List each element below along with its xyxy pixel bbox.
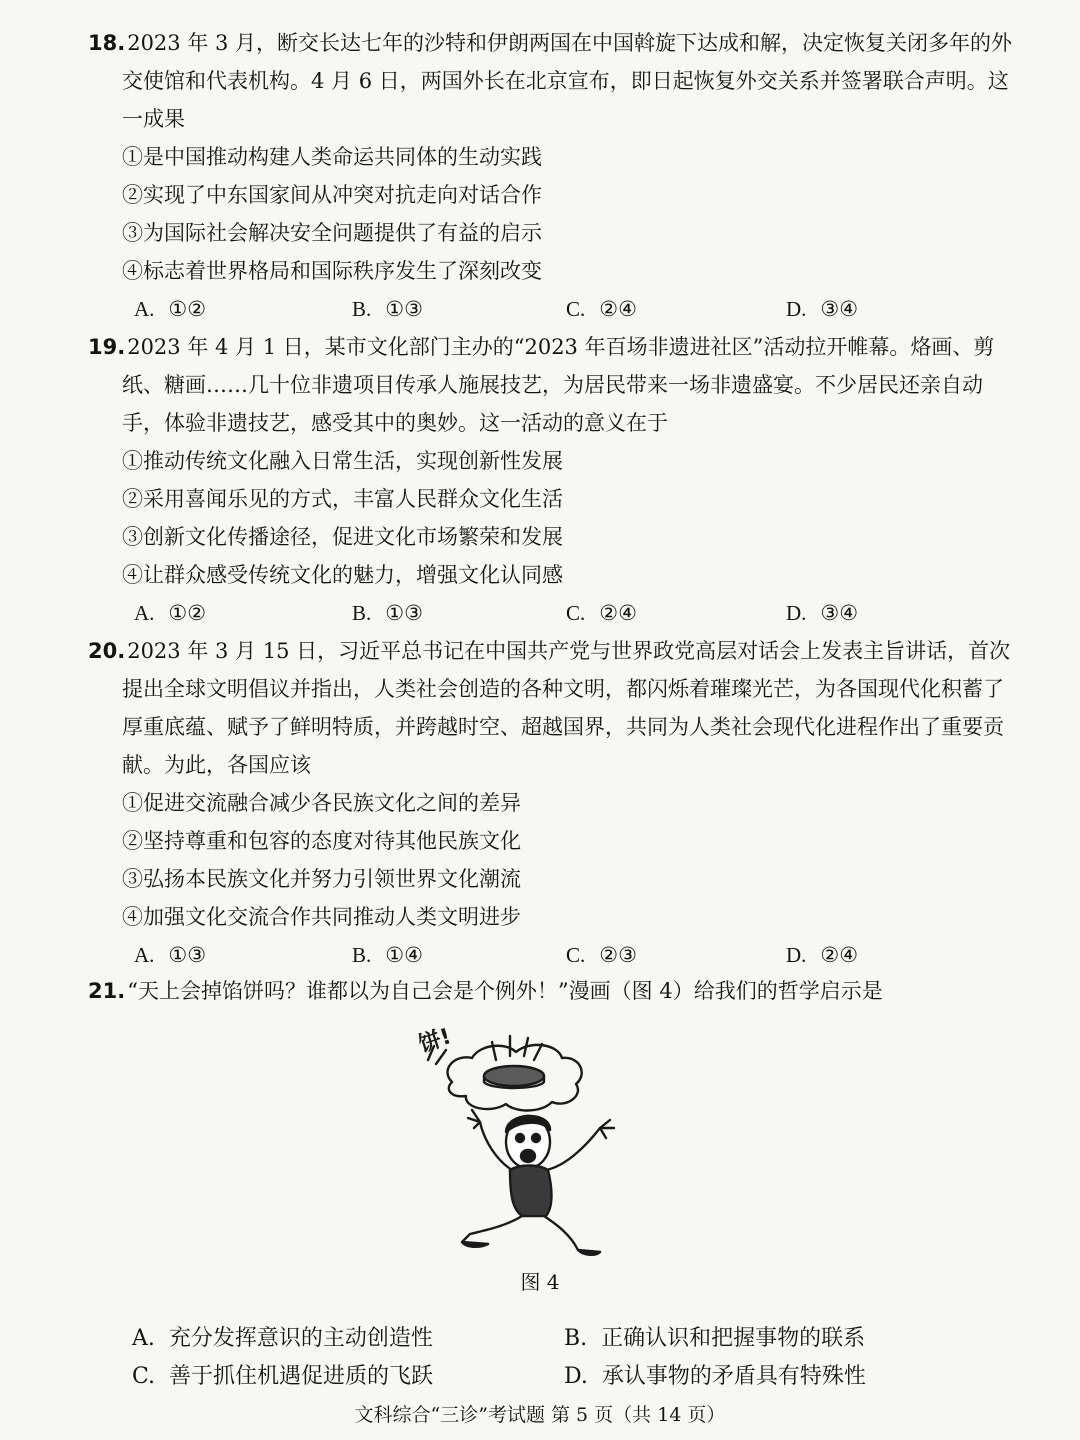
answer-choices (134, 594, 1018, 632)
question-text: 2023 年 3 月，断交长达七年的沙特和伊朗两国在中国斡旋下达成和解，决定恢复关闭多年的外交使馆和代表机构。4 月 6 日，两国外长在北京宣布，即日起恢复外交关系并签署联合声明。这一成果 (122, 31, 1013, 131)
question-number: 21. (88, 979, 126, 1003)
figure-caption: 图 4 (520, 1270, 560, 1294)
question-18 (88, 24, 1018, 328)
q21-choice-b[interactable]: B. 正确认识和把握事物的联系 (564, 1326, 866, 1351)
question-stem (88, 972, 1018, 1010)
question-text: 2023 年 4 月 1 日，某市文化部门主办的“2023 年百场非遗进社区”活动拉开帷幕。烙画、剪纸、糖画……几十位非遗项目传承人施展技艺，为居民带来一场非遗盛宴。不少居民还亲自动手，体验非遗技艺，感受其中的奥妙。这一活动的意义在于 (122, 335, 995, 435)
answer-choices (134, 290, 1018, 328)
question-19 (88, 328, 1018, 632)
page-footer: 文科综合“三诊”考试题 第 5 页（共 14 页） (354, 1404, 726, 1426)
choice-d[interactable]: D. ③④ (786, 601, 859, 625)
pie-icon (484, 1066, 544, 1086)
answer-choices (134, 936, 1018, 974)
statement-4: ④让群众感受传统文化的魅力，增强文化认同感 (122, 563, 563, 587)
bubble-text: 饼! (416, 1024, 455, 1058)
question-stem (88, 632, 1018, 784)
choice-c[interactable]: C. ②④ (566, 297, 637, 321)
statement-4: ④标志着世界格局和国际秩序发生了深刻改变 (122, 259, 542, 283)
statement-3: ③为国际社会解决安全问题提供了有益的启示 (122, 221, 542, 245)
q21-choice-d[interactable]: D. 承认事物的矛盾具有特殊性 (564, 1364, 866, 1389)
statement-1: ①促进交流融合减少各民族文化之间的差异 (122, 791, 521, 815)
question-stem (88, 328, 1018, 442)
choice-d[interactable]: D. ③④ (786, 297, 859, 321)
person-body (510, 1166, 552, 1217)
choice-a[interactable]: A. ①③ (134, 943, 207, 967)
q21-choice-c[interactable]: C. 善于抓住机遇促进质的飞跃 (132, 1364, 434, 1389)
statement-3: ③创新文化传播途径，促进文化市场繁荣和发展 (122, 525, 563, 549)
choice-c[interactable]: C. ②③ (566, 943, 637, 967)
choice-d[interactable]: D. ②④ (786, 943, 859, 967)
question-20 (88, 632, 1018, 974)
question-number: 20. (88, 639, 126, 663)
cartoon-figure (410, 1020, 670, 1260)
choice-b[interactable]: B. ①③ (352, 297, 423, 321)
choice-c[interactable]: C. ②④ (566, 601, 637, 625)
question-stem (88, 24, 1018, 138)
statement-3: ③弘扬本民族文化并努力引领世界文化潮流 (122, 867, 521, 891)
statement-1: ①是中国推动构建人类命运共同体的生动实践 (122, 145, 542, 169)
statement-2: ②采用喜闻乐见的方式，丰富人民群众文化生活 (122, 487, 563, 511)
statement-2: ②实现了中东国家间从冲突对抗走向对话合作 (122, 183, 542, 207)
question-text: 2023 年 3 月 15 日，习近平总书记在中国共产党与世界政党高层对话会上发表主旨讲话，首次提出全球文明倡议并指出，人类社会创造的各种文明，都闪烁着璀璨光芒，为各国现代化积蓄了厚重底蕴、赋予了鲜明特质，并跨越时空、超越国界，共同为人类社会现代化进程作出了重要贡献。为此，各国应该 (122, 639, 1011, 777)
choice-a[interactable]: A. ①② (134, 297, 207, 321)
choice-a[interactable]: A. ①② (134, 601, 207, 625)
statement-4: ④加强文化交流合作共同推动人类文明进步 (122, 905, 521, 929)
question-text: “天上会掉馅饼吗？谁都以为自己会是个例外！”漫画（图 4）给我们的哲学启示是 (127, 979, 883, 1003)
statement-2: ②坚持尊重和包容的态度对待其他民族文化 (122, 829, 521, 853)
choice-b[interactable]: B. ①④ (352, 943, 423, 967)
question-number: 19. (88, 335, 126, 359)
choice-b[interactable]: B. ①③ (352, 601, 423, 625)
question-number: 18. (88, 31, 126, 55)
statement-1: ①推动传统文化融入日常生活，实现创新性发展 (122, 449, 563, 473)
question-21 (88, 972, 1018, 1010)
q21-choice-a[interactable]: A. 充分发挥意识的主动创造性 (132, 1326, 433, 1351)
